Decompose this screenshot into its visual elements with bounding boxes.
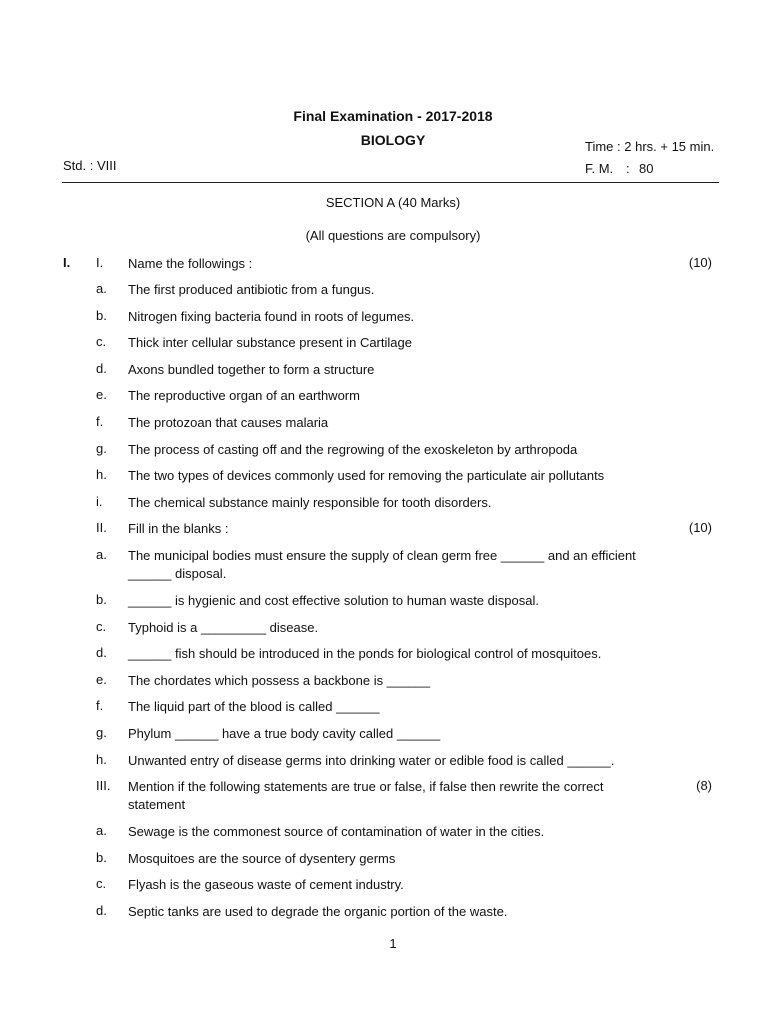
item-letter: a. — [96, 823, 107, 838]
section-instruction: (All questions are compulsory) — [305, 228, 481, 243]
item-text: The two types of devices commonly used for removing the particulate air pollutants — [128, 468, 605, 483]
item-letter: d. — [96, 361, 107, 376]
item-text: Nitrogen fixing bacteria found in roots of legumes. — [128, 309, 415, 324]
item-text: The chordates which possess a backbone is ______ — [128, 673, 431, 688]
item-letter: g. — [96, 441, 107, 456]
exam-title: Final Examination - 2017-2018 — [293, 108, 493, 124]
item-text: Sewage is the commonest source of contamination of water in the cities. — [128, 824, 545, 839]
item-letter: e. — [96, 387, 107, 402]
subject-heading: BIOLOGY — [360, 132, 426, 148]
item-text: The first produced antibiotic from a fungus. — [128, 282, 375, 297]
page-number: 1 — [389, 936, 397, 951]
question-title: Mention if the following statements are true or false, if false then rewrite the correct statement — [128, 779, 604, 812]
item-letter: c. — [96, 334, 107, 349]
item-text: The reproductive organ of an earthworm — [128, 388, 360, 403]
question-number: I. — [96, 255, 104, 270]
item-letter: g. — [96, 725, 107, 740]
question-marks: (8) — [696, 778, 712, 793]
item-letter: h. — [96, 467, 107, 482]
item-letter: f. — [96, 414, 104, 429]
item-letter: i. — [96, 494, 103, 509]
item-text: Phylum ______ have a true body cavity called ______ — [128, 726, 441, 741]
item-text: Mosquitoes are the source of dysentery germs — [128, 851, 396, 866]
item-letter: b. — [96, 592, 107, 607]
item-letter: b. — [96, 850, 107, 865]
item-text: Thick inter cellular substance present in Cartilage — [128, 335, 412, 350]
item-text: ______ fish should be introduced in the ponds for biological control of mosquitoes. — [128, 646, 602, 661]
header-divider — [62, 182, 719, 183]
standard-label: Std. : VIII — [63, 158, 117, 173]
question-number: II. — [96, 520, 107, 535]
item-letter: c. — [96, 876, 107, 891]
question-title: Name the followings : — [128, 256, 253, 271]
item-text: The chemical substance mainly responsible for tooth disorders. — [128, 495, 492, 510]
item-letter: e. — [96, 672, 107, 687]
item-letter: h. — [96, 752, 107, 767]
item-text: Flyash is the gaseous waste of cement industry. — [128, 877, 404, 892]
item-text: Unwanted entry of disease germs into drinking water or edible food is called ______. — [128, 753, 615, 768]
full-marks-value: 80 — [639, 161, 654, 176]
item-text: Septic tanks are used to degrade the organic portion of the waste. — [128, 904, 508, 919]
item-letter: a. — [96, 281, 107, 296]
item-letter: d. — [96, 903, 107, 918]
section-title: SECTION A (40 Marks) — [325, 195, 461, 210]
question-main-number: I. — [63, 255, 71, 270]
item-text: The protozoan that causes malaria — [128, 415, 329, 430]
item-text: The liquid part of the blood is called ______ — [128, 699, 380, 714]
question-marks: (10) — [688, 520, 712, 535]
time-allowed: Time : 2 hrs. + 15 min. — [585, 139, 715, 154]
full-marks-colon: : — [626, 161, 630, 176]
question-title: Fill in the blanks : — [128, 521, 229, 536]
item-letter: b. — [96, 308, 107, 323]
item-text: The process of casting off and the regrowing of the exoskeleton by arthropoda — [128, 442, 578, 457]
item-letter: d. — [96, 645, 107, 660]
item-letter: a. — [96, 547, 107, 562]
item-letter: c. — [96, 619, 107, 634]
item-text: Typhoid is a _________ disease. — [128, 620, 319, 635]
item-letter: f. — [96, 698, 104, 713]
question-number: III. — [96, 778, 111, 793]
question-marks: (10) — [688, 255, 712, 270]
item-text: Axons bundled together to form a structure — [128, 362, 375, 377]
item-text: ______ is hygienic and cost effective solution to human waste disposal. — [128, 593, 539, 608]
item-text: The municipal bodies must ensure the supply of clean germ free ______ and an efficient ______ disposal. — [128, 548, 636, 581]
full-marks-label: F. M. — [585, 161, 614, 176]
